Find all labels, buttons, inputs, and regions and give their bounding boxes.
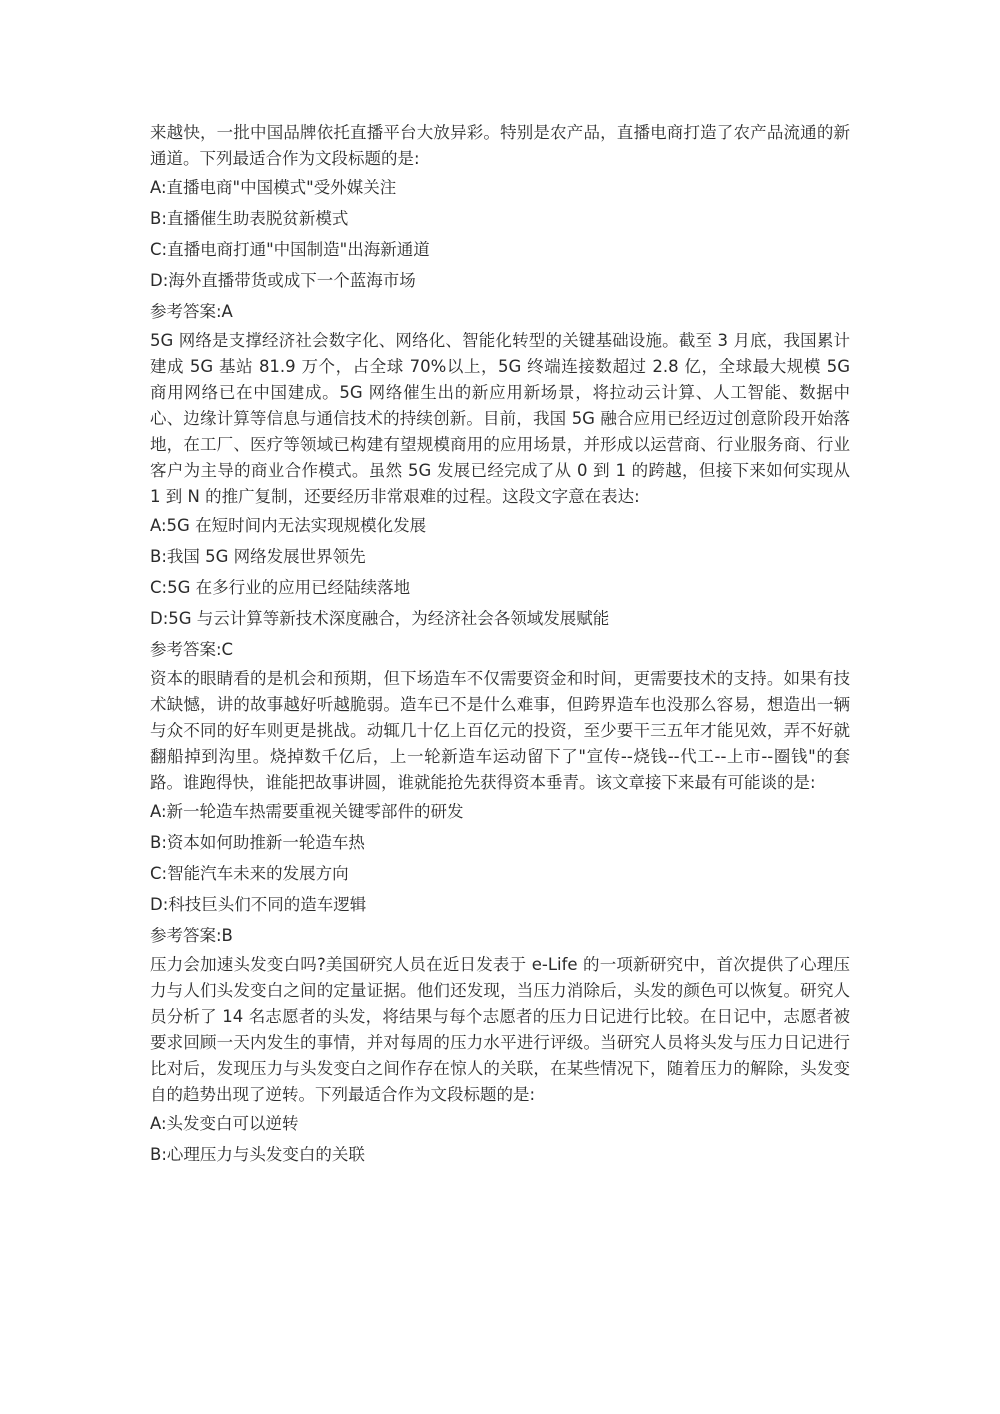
option-a: A:直播电商"中国模式"受外媒关注 [150, 178, 397, 197]
option-a: A:5G 在短时间内无法实现规模化发展 [150, 516, 427, 535]
question-stem: 来越快，一批中国品牌依托直播平台大放异彩。特别是农产品，直播电商打造了农产品流通的新通道。下列最适合作为文段标题的是: [150, 123, 850, 168]
question-stem: 5G 网络是支撑经济社会数字化、网络化、智能化转型的关键基础设施。截至 3 月底，我国累计建成 5G 基站 81.9 万个，占全球 70%以上，5G 终端连接数超过 2.8 亿，全球最大规模 5G 商用网络已在中国建成。5G 网络催生出的新应用新场景，将拉动云计算、人工智能、数据中心、边缘计算等信息与通信技术的持续创新。目前，我国 5G 融合应用已经迈过创意阶段开始落地，在工厂、医疗等领域已构建有望规模商用的应用场景，并形成以运营商、行业服务商、行业客户为主导的商业合作模式。虽然 5G 发展已经完成了从 0 到 1 的跨越，但接下来如何实现从 1 到 N 的推广复制，还要经历非常艰难的过程。这段文字意在表达: [150, 331, 850, 506]
option-d: D:5G 与云计算等新技术深度融合，为经济社会各领域发展赋能 [150, 609, 610, 628]
option-c: C:直播电商打通"中国制造"出海新通道 [150, 240, 430, 259]
question-block [150, 328, 850, 663]
question-stem: 资本的眼睛看的是机会和预期，但下场造车不仅需要资金和时间，更需要技术的支持。如果有技术缺憾，讲的故事越好听越脆弱。造车已不是什么难事，但跨界造车也没那么容易，想造出一辆与众不同的好车则更是挑战。动辄几十亿上百亿元的投资，至少要干三五年才能见效，弄不好就翻船掉到沟里。烧掉数千亿后，上一轮新造车运动留下了"宣传--烧钱--代工--上市--圈钱"的套路。谁跑得快，谁能把故事讲圆，谁就能抢先获得资本垂青。该文章接下来最有可能谈的是: [150, 669, 850, 792]
reference-answer: 参考答案:A [150, 302, 233, 321]
question-block [150, 952, 850, 1168]
document-page [150, 120, 850, 1173]
option-c: C:智能汽车未来的发展方向 [150, 864, 349, 883]
option-b: B:我国 5G 网络发展世界领先 [150, 547, 366, 566]
option-d: D:科技巨头们不同的造车逻辑 [150, 895, 367, 914]
option-a: A:头发变白可以逆转 [150, 1114, 299, 1133]
reference-answer: 参考答案:C [150, 640, 234, 659]
option-a: A:新一轮造车热需要重视关键零部件的研发 [150, 802, 464, 821]
question-stem: 压力会加速头发变白吗?美国研究人员在近日发表于 e-Life 的一项新研究中，首次提供了心理压力与人们头发变白之间的定量证据。他们还发现，当压力消除后，头发的颜色可以恢复。研究人员分析了 14 名志愿者的头发，将结果与每个志愿者的压力日记进行比较。在日记中，志愿者被要求回顾一天内发生的事情，并对每周的压力水平进行评级。当研究人员将头发与压力日记进行比对后，发现压力与头发变白之间作存在惊人的关联，在某些情况下，随着压力的解除，头发变自的趋势出现了逆转。下列最适合作为文段标题的是: [150, 955, 850, 1104]
option-b: B:心理压力与头发变白的关联 [150, 1145, 365, 1164]
option-c: C:5G 在多行业的应用已经陆续落地 [150, 578, 411, 597]
question-block [150, 666, 850, 949]
question-block [150, 120, 850, 325]
option-d: D:海外直播带货或成下一个蓝海市场 [150, 271, 416, 290]
reference-answer: 参考答案:B [150, 926, 233, 945]
option-b: B:资本如何助推新一轮造车热 [150, 833, 365, 852]
option-b: B:直播催生助表脱贫新模式 [150, 209, 349, 228]
